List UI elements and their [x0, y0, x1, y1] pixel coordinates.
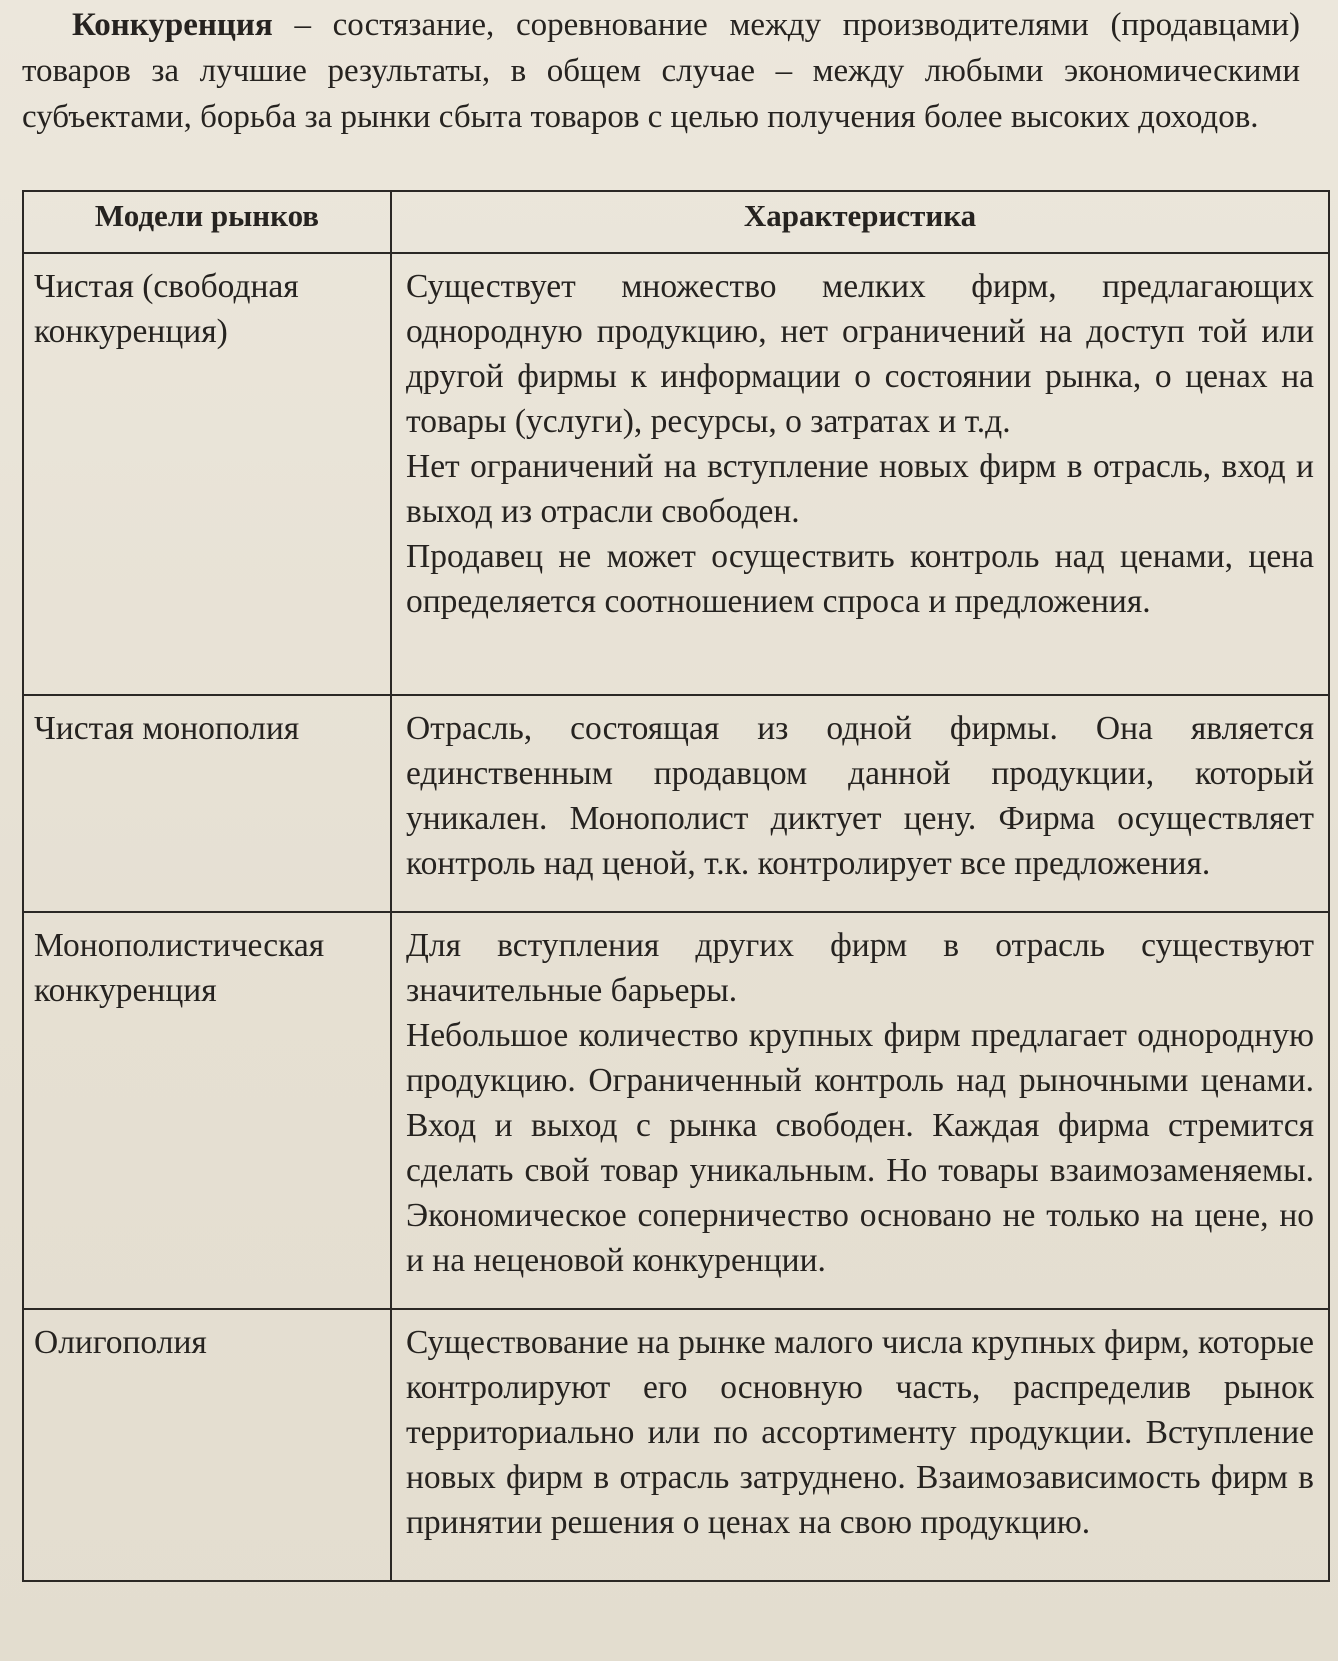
model-cell: Чистая (свободная конкуренция) — [23, 253, 391, 695]
characteristic-paragraph: Для вступления других фирм в отрасль существуют значительные барьеры. — [406, 927, 1314, 1009]
characteristic-cell — [391, 912, 1329, 1309]
characteristic-paragraph: Нет ограничений на вступление новых фирм в отрасль, вход и выход из отрасли свободен. — [406, 448, 1314, 530]
table-row — [23, 253, 1329, 695]
model-cell: Монополистическая конкуренция — [23, 912, 391, 1309]
intro-term: Конкуренция — [72, 7, 273, 43]
characteristic-cell — [391, 1309, 1329, 1581]
market-models-table — [22, 190, 1330, 1582]
table-row — [23, 1309, 1329, 1581]
table-row — [23, 695, 1329, 912]
characteristic-cell — [391, 253, 1329, 695]
characteristic-paragraph: Существование на рынке малого числа крупных фирм, которые контролируют его основную часть, распределив рынок территориально или по ассортименту продукции. Вступление новых фирм в отрасль затруднено. Взаимозависимость фирм в принятии решения о ценах на свою продукцию. — [406, 1324, 1314, 1541]
table-row — [23, 912, 1329, 1309]
model-cell: Олигополия — [23, 1309, 391, 1581]
intro-definition: – состязание, соревнование между производителями (продавцами) товаров за лучшие результаты, в общем случае – между любыми экономическими субъектами, борьба за рынки сбыта товаров с целью получения более высоких доходов. — [22, 7, 1300, 135]
table-header-row — [23, 191, 1329, 253]
characteristic-paragraph: Отрасль, состоящая из одной фирмы. Она является единственным продавцом данной продукции, который уникален. Монополист диктует цену. Фирма осуществляет контроль над ценой, т.к. контролирует все предложения. — [406, 710, 1314, 882]
characteristic-cell — [391, 695, 1329, 912]
header-models: Модели рынков — [23, 191, 391, 253]
characteristic-paragraph: Продавец не может осуществить контроль над ценами, цена определяется соотношением спроса и предложения. — [406, 538, 1314, 620]
header-characteristic: Характеристика — [391, 191, 1329, 253]
model-cell: Чистая монополия — [23, 695, 391, 912]
characteristic-paragraph: Существует множество мелких фирм, предлагающих однородную продукцию, нет ограничений на доступ той или другой фирмы к информации о состоянии рынка, о ценах на товары (услуги), ресурсы, о затратах и т.д. — [406, 268, 1314, 440]
intro-paragraph — [22, 0, 1314, 190]
characteristic-paragraph: Небольшое количество крупных фирм предлагает однородную продукцию. Ограниченный контроль над рыночными ценами. Вход и выход с рынка свободен. Каждая фирма стремится сделать свой товар уникальным. Но товары взаимозаменяемы. Экономическое соперничество основано не только на цене, но и на неценовой конкуренции. — [406, 1017, 1314, 1279]
